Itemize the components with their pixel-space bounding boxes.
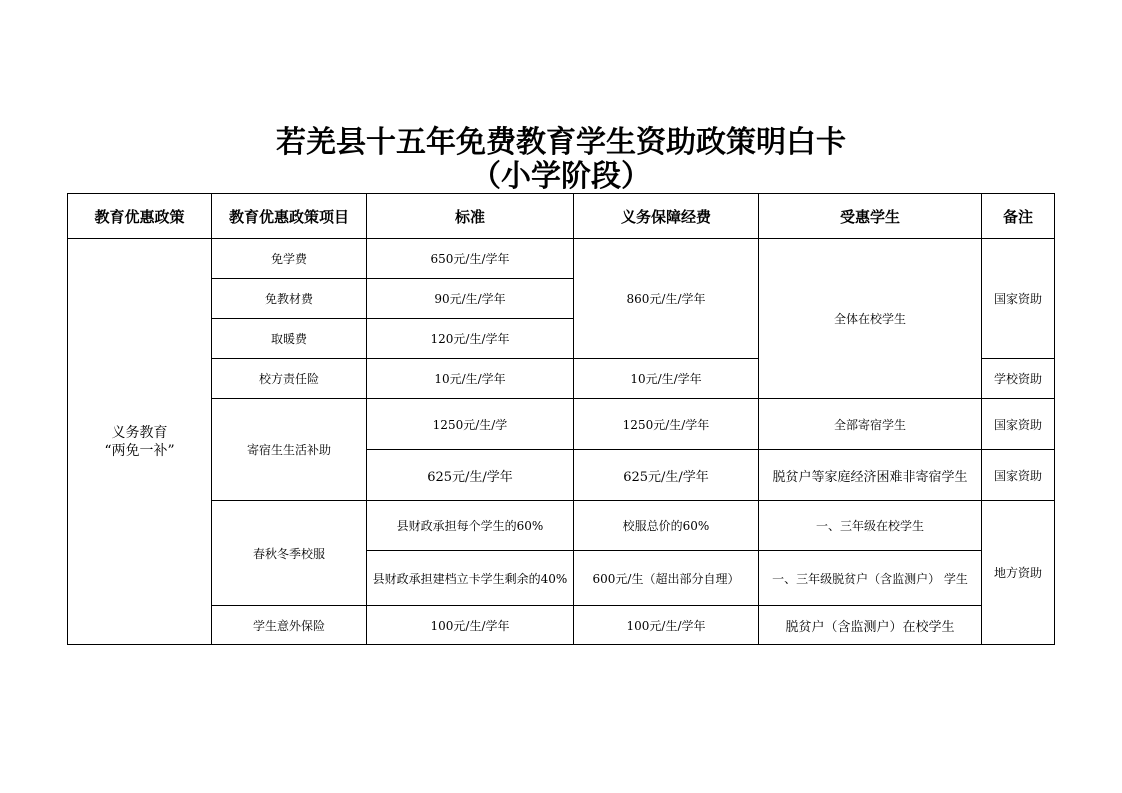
- standard-tuition: 650元/生/学年: [367, 239, 574, 279]
- page-title: 若羌县十五年免费教育学生资助政策明白卡: [276, 125, 846, 160]
- students-boarding-2: 脱贫户等家庭经济困难非寄宿学生: [759, 450, 982, 501]
- fund-uniform-1: 校服总价的60%: [574, 501, 759, 551]
- remark-national-1: 国家资助: [982, 239, 1055, 359]
- item-school-insurance: 校方责任险: [212, 359, 367, 399]
- header-standard: 标准: [367, 194, 574, 239]
- standard-boarding-1: 1250元/生/学: [367, 399, 574, 450]
- header-remark: 备注: [982, 194, 1055, 239]
- standard-uniform-1: 县财政承担每个学生的60%: [367, 501, 574, 551]
- standard-heating: 120元/生/学年: [367, 319, 574, 359]
- standard-boarding-2: 625元/生/学年: [367, 450, 574, 501]
- header-policy: 教育优惠政策: [68, 194, 212, 239]
- category-line1: 义务教育: [111, 424, 168, 441]
- table-row: [68, 606, 1055, 645]
- students-accident: 脱贫户（含监测户）在校学生: [759, 606, 982, 645]
- remark-local: 地方资助: [982, 501, 1055, 645]
- fund-accident: 100元/生/学年: [574, 606, 759, 645]
- category-line2: “两免一补”: [104, 442, 175, 459]
- table-row: [68, 501, 1055, 551]
- standard-uniform-2: 县财政承担建档立卡学生剩余的40%: [367, 551, 574, 606]
- remark-boarding-2: 国家资助: [982, 450, 1055, 501]
- remark-school-insurance: 学校资助: [982, 359, 1055, 399]
- item-boarding: 寄宿生生活补助: [212, 399, 367, 501]
- item-uniform: 春秋冬季校服: [212, 501, 367, 606]
- item-tuition: 免学费: [212, 239, 367, 279]
- students-uniform-2: 一、三年级脱贫户（含监测户） 学生: [759, 551, 982, 606]
- students-all: 全体在校学生: [759, 239, 982, 399]
- remark-boarding-1: 国家资助: [982, 399, 1055, 450]
- standard-school-insurance: 10元/生/学年: [367, 359, 574, 399]
- item-accident: 学生意外保险: [212, 606, 367, 645]
- item-textbook: 免教材费: [212, 279, 367, 319]
- fund-860: 860元/生/学年: [574, 239, 759, 359]
- fund-boarding-1: 1250元/生/学年: [574, 399, 759, 450]
- table-header-row: [68, 194, 1055, 239]
- students-boarding-1: 全部寄宿学生: [759, 399, 982, 450]
- item-heating: 取暖费: [212, 319, 367, 359]
- category-cell: [68, 239, 212, 645]
- header-fund: 义务保障经费: [574, 194, 759, 239]
- page-subtitle: （小学阶段）: [471, 159, 651, 194]
- policy-table: [67, 193, 1055, 645]
- standard-textbook: 90元/生/学年: [367, 279, 574, 319]
- header-policy-item: 教育优惠政策项目: [212, 194, 367, 239]
- fund-school-insurance: 10元/生/学年: [574, 359, 759, 399]
- table-row: [68, 399, 1055, 450]
- table-row: [68, 239, 1055, 279]
- standard-accident: 100元/生/学年: [367, 606, 574, 645]
- fund-uniform-2: 600元/生（超出部分自理）: [574, 551, 759, 606]
- fund-boarding-2: 625元/生/学年: [574, 450, 759, 501]
- header-students: 受惠学生: [759, 194, 982, 239]
- students-uniform-1: 一、三年级在校学生: [759, 501, 982, 551]
